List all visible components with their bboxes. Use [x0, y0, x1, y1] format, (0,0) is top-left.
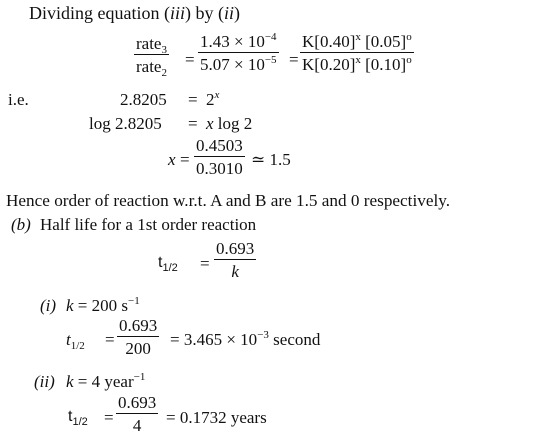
ie-line2-var: x — [206, 114, 214, 133]
numeric-ratio-fraction — [198, 33, 279, 73]
ie-line3-den: 0.3010 — [196, 159, 243, 178]
rate-law-num-b-exp: o — [406, 31, 412, 43]
rate-law-den-b-exp: o — [406, 54, 412, 66]
fraction-bar — [214, 259, 256, 260]
rate-law-fraction — [300, 33, 414, 73]
rate-law-num-a-exp: x — [355, 31, 361, 43]
rate-3-sub: 3 — [161, 44, 167, 56]
rate-law-den-a-exp: x — [355, 54, 361, 66]
part-ii-t: $t_{1/2}$ — [68, 408, 88, 428]
rate-law-den-a: K[0.20] — [302, 55, 356, 74]
fraction-bar — [198, 52, 279, 53]
ie-line1-lhs: 2.8205 — [120, 90, 167, 109]
equals-1: = — [185, 50, 195, 69]
ie-line1-exp: x — [214, 89, 220, 101]
ie-line3-fraction — [194, 137, 245, 177]
heading-mid: ) by ( — [185, 3, 224, 23]
num-exp: −4 — [264, 31, 277, 43]
part-ii-k: k = 4 year$^{-1}$ — [66, 371, 146, 391]
ie-line3-approx: ≃ 1.5 — [251, 150, 291, 169]
heading-eq-a: iii — [169, 3, 185, 23]
rate-ratio-fraction — [134, 34, 169, 79]
part-ii-result: = 0.1732 years — [166, 408, 267, 427]
part-i-eq: = — [105, 330, 115, 349]
part-ii-fraction — [116, 394, 158, 434]
ie-line2-rest: log 2 — [213, 114, 253, 133]
rate-3: rate — [136, 34, 162, 53]
ie-line2-rhs — [206, 115, 252, 132]
rate-law-den-b: [0.10] — [360, 55, 407, 74]
equals-2: = — [289, 50, 299, 69]
half-life-symbol: $t_{1/2}$ — [158, 254, 178, 274]
heading-eq-b: ii — [224, 3, 235, 23]
half-life-num: 0.693 — [216, 239, 255, 258]
conclusion-text: Hence order of reaction w.r.t. A and B are 1.5 and 0 respectively. — [6, 191, 451, 210]
ie-line3-num: 0.4503 — [196, 136, 243, 155]
fraction-bar — [116, 413, 158, 414]
part-i-num: 0.693 — [119, 316, 158, 335]
part-ii-label: (ii) — [34, 372, 55, 391]
ie-line1-base: 2 — [206, 90, 215, 109]
rate-2-sub: 2 — [161, 67, 167, 79]
part-ii-den: 4 — [132, 416, 142, 435]
part-i-label: (i) — [40, 296, 57, 315]
part-i-t: $t_{1/2}$ — [66, 330, 85, 352]
rate-law-num-a: K[0.40] — [302, 32, 356, 51]
fraction-bar — [194, 156, 245, 157]
rate-law-num-b: [0.05] — [360, 32, 407, 51]
den-exp: −5 — [264, 54, 277, 66]
fraction-bar — [117, 336, 159, 337]
heading-suffix: ) — [234, 3, 241, 23]
ie-line2-lhs: log 2.8205 — [89, 114, 162, 133]
num-value: 1.43 × 10 — [200, 32, 265, 51]
half-life-eq: = — [200, 254, 210, 273]
part-i-k: k = 200 $s^{-1}$ — [66, 295, 140, 315]
ie-label: i.e. — [8, 90, 29, 109]
den-value: 5.07 × 10 — [200, 55, 265, 74]
part-i-fraction — [117, 317, 159, 357]
part-b-text: Half life for a 1st order reaction — [40, 215, 257, 234]
rate-2: rate — [136, 57, 162, 76]
ie-line2-eq: = — [188, 114, 198, 133]
ie-line3-eq: = — [180, 150, 190, 169]
part-ii-num: 0.693 — [118, 393, 157, 412]
ie-line1-eq: = — [188, 90, 198, 109]
half-life-den: k — [231, 262, 239, 281]
ie-line3-var: x — [168, 150, 176, 169]
heading-prefix: Dividing equation ( — [29, 3, 170, 23]
part-b-label: (b) — [11, 215, 31, 234]
half-life-fraction — [214, 240, 256, 280]
ie-line1-rhs — [206, 91, 219, 108]
part-i-den: 200 — [125, 339, 151, 358]
half-life-sub: 1/2 — [162, 262, 178, 274]
part-i-result: = $3.465 \times 10^{-3}$ second — [170, 329, 321, 349]
heading — [29, 4, 240, 22]
part-ii-eq: = — [104, 408, 114, 427]
fraction-bar — [300, 52, 414, 53]
